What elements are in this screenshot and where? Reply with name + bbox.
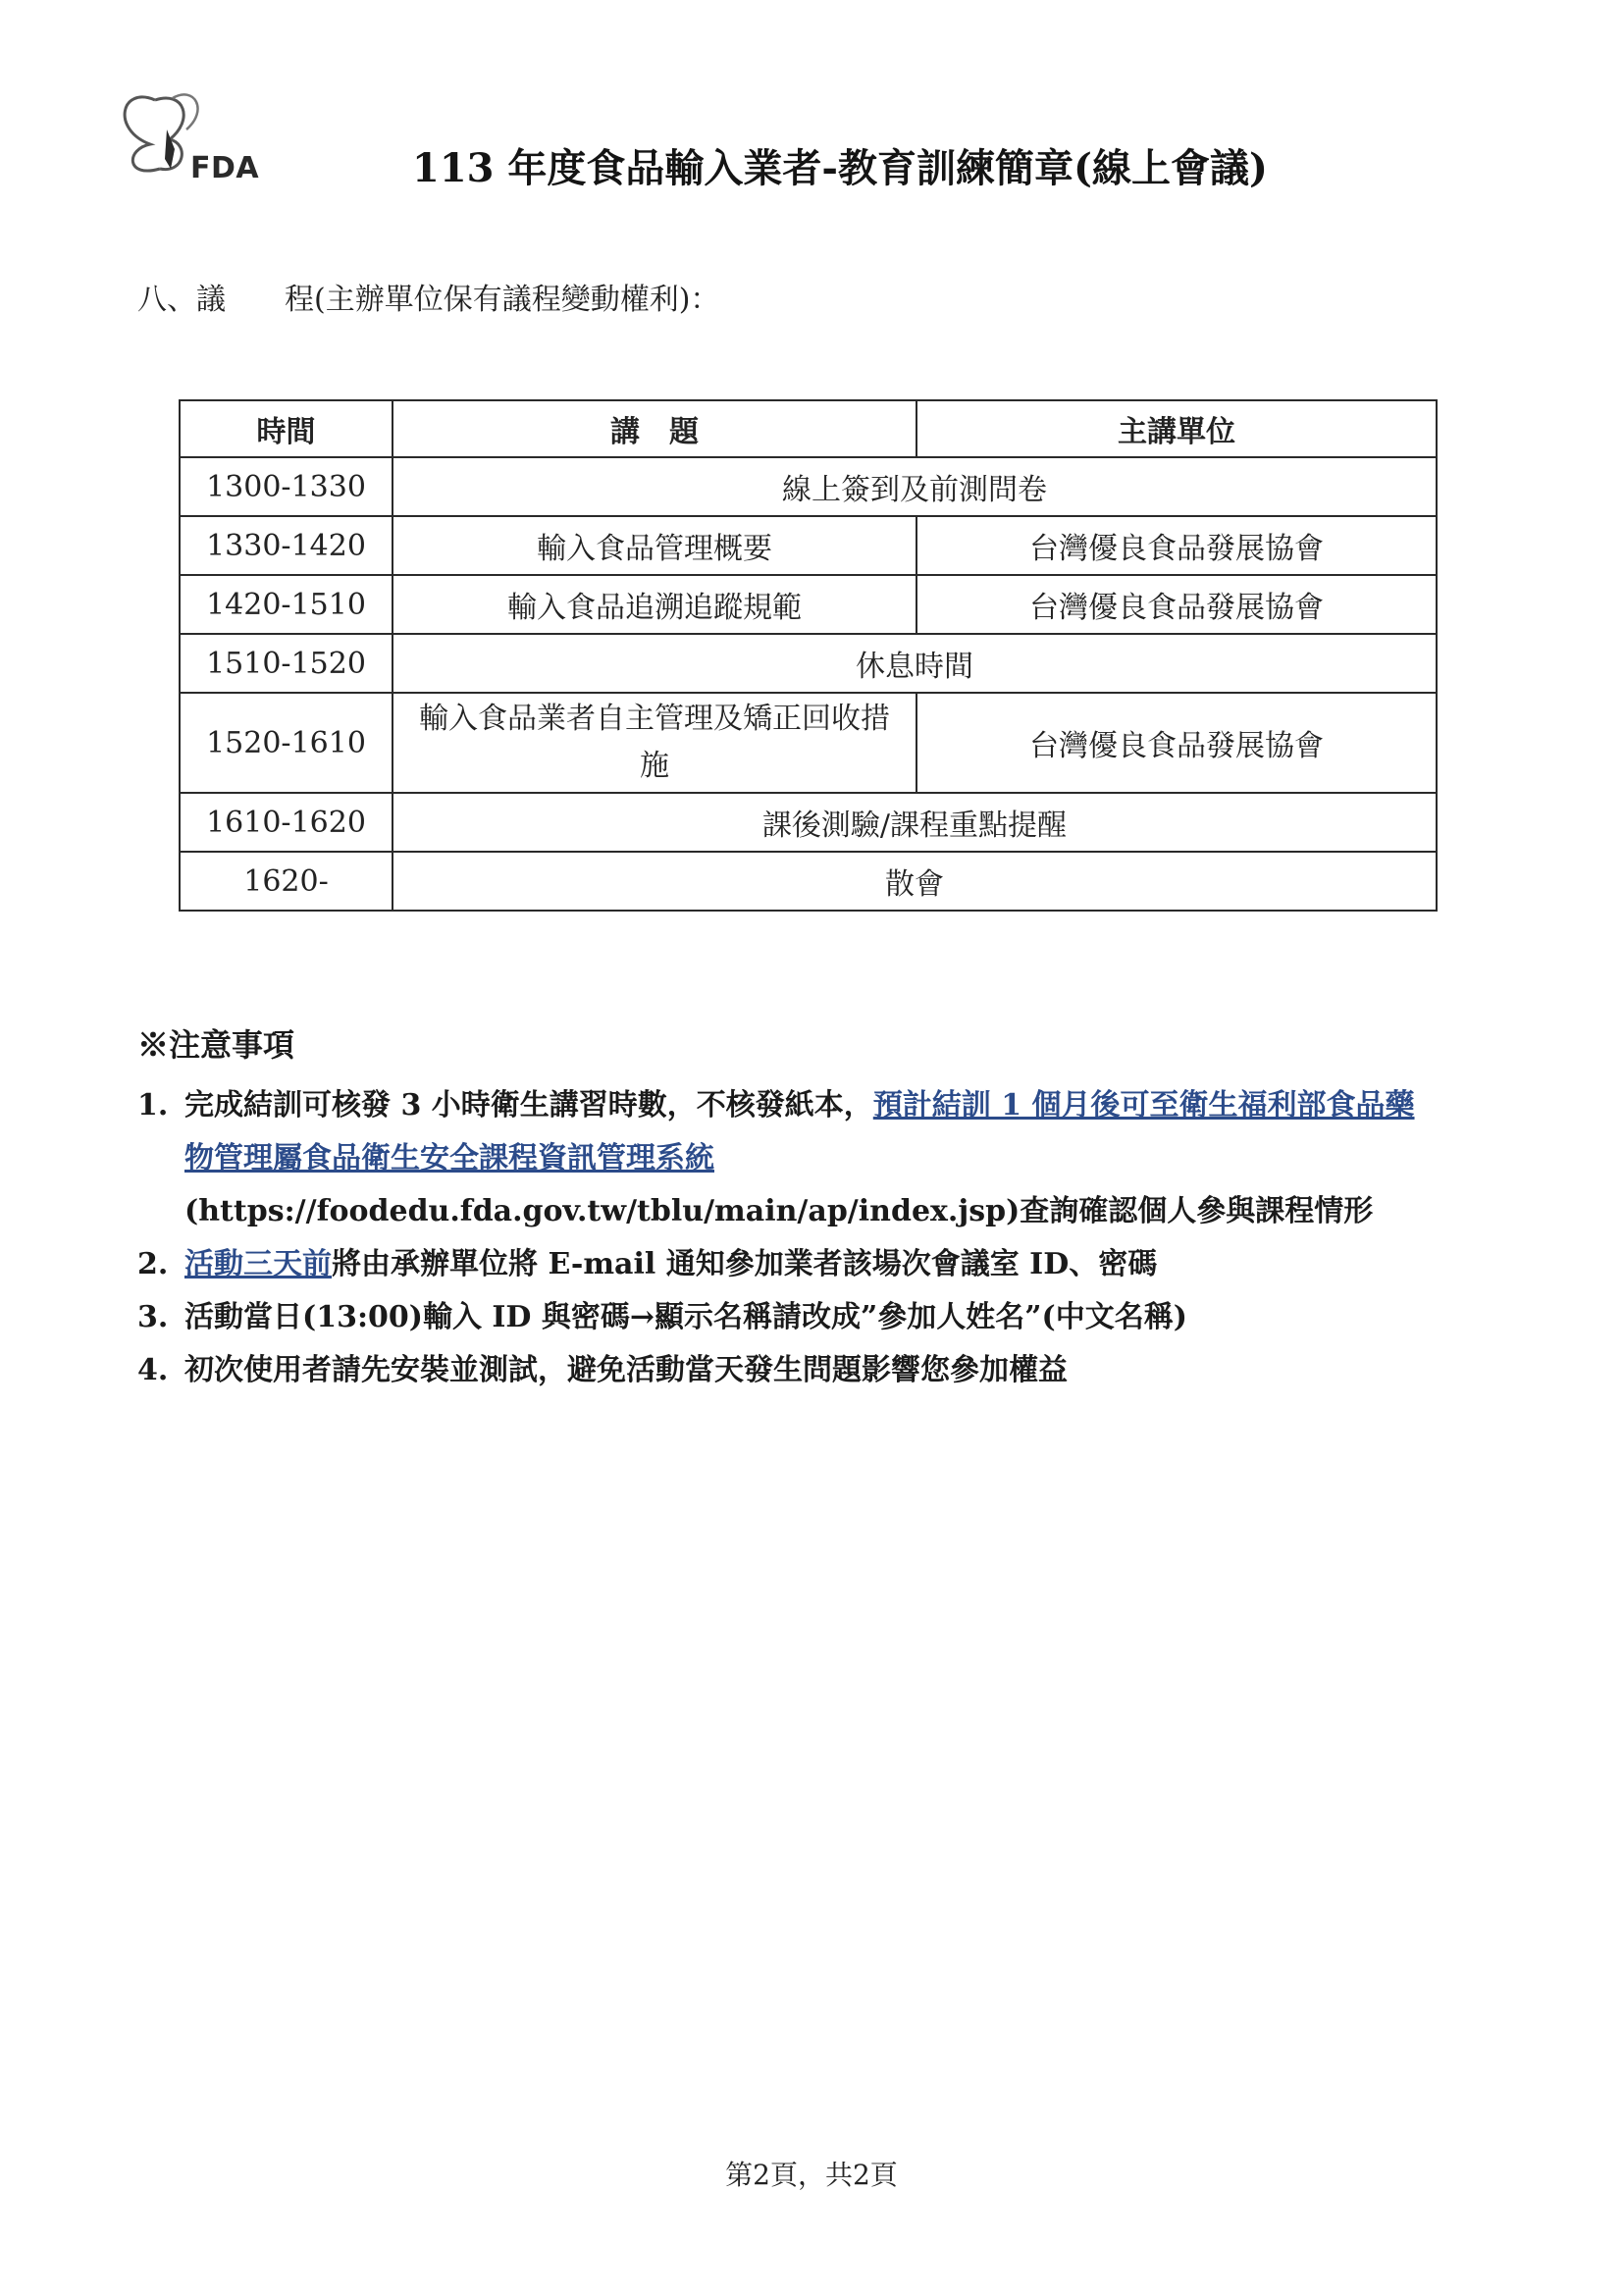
note-item bbox=[137, 1344, 1442, 1397]
agenda-table bbox=[179, 399, 1438, 912]
fda-logo bbox=[116, 90, 283, 188]
row-time: 1610-1620 bbox=[180, 793, 393, 852]
note-item bbox=[137, 1079, 1442, 1238]
table-header-row bbox=[180, 400, 1437, 457]
row-time: 1520-1610 bbox=[180, 693, 393, 793]
row-topic: 輸入食品管理概要 bbox=[393, 516, 916, 575]
note-number: 3. bbox=[137, 1300, 169, 1334]
header-time: 時間 bbox=[180, 400, 393, 457]
note-text: 活動當日(13:00)輸入 ID 與密碼→顯示名稱請改成”參加人姓名”(中文名稱) bbox=[184, 1300, 1187, 1334]
note-item bbox=[137, 1238, 1442, 1291]
page-title: 113 年度食品輸入業者-教育訓練簡章(線上會議) bbox=[412, 145, 1268, 191]
note-text: 完成結訓可核發 3 小時衛生講習時數，不核發紙本， bbox=[184, 1088, 873, 1122]
note-number: 1. bbox=[137, 1088, 169, 1122]
row-topic: 線上簽到及前測問卷 bbox=[393, 457, 1437, 516]
row-topic-cell bbox=[393, 693, 916, 793]
table-row bbox=[180, 852, 1437, 911]
section-label-b: 程(主辦單位保有議程變動權利)： bbox=[285, 283, 720, 317]
notes-heading: ※注意事項 bbox=[137, 1026, 295, 1064]
note-item bbox=[137, 1291, 1442, 1344]
note-highlight-link[interactable]: 預計結訓 1 個月後可至衛生福利部食品藥物管理屬食品衛生安全課程資訊管理系統 bbox=[184, 1088, 1415, 1175]
row-topic: 休息時間 bbox=[393, 634, 1437, 693]
row-time: 1510-1520 bbox=[180, 634, 393, 693]
table-row bbox=[180, 516, 1437, 575]
row-topic: 課後測驗/課程重點提醒 bbox=[393, 793, 1437, 852]
note-url-text: (https://foodedu.fda.gov.tw/tblu/main/ap/index.jsp)查詢確認個人參與課程情形 bbox=[184, 1194, 1374, 1228]
row-topic: 散會 bbox=[393, 852, 1437, 911]
page-footer: 第2頁，共2頁 bbox=[725, 2159, 898, 2191]
row-time: 1620- bbox=[180, 852, 393, 911]
note-text: 初次使用者請先安裝並測試，避免活動當天發生問題影響您參加權益 bbox=[184, 1353, 1068, 1387]
row-topic: 輸入食品業者自主管理及矯正回收措施 bbox=[419, 702, 890, 783]
table-row bbox=[180, 575, 1437, 634]
table-row bbox=[180, 793, 1437, 852]
section-heading bbox=[137, 275, 719, 318]
section-label-a: 八、議 bbox=[137, 283, 226, 317]
row-speaker: 台灣優良食品發展協會 bbox=[916, 516, 1437, 575]
header-topic: 講 題 bbox=[393, 400, 916, 457]
row-time: 1300-1330 bbox=[180, 457, 393, 516]
row-speaker: 台灣優良食品發展協會 bbox=[916, 575, 1437, 634]
table-row bbox=[180, 457, 1437, 516]
table-row bbox=[180, 693, 1437, 793]
note-number: 2. bbox=[137, 1247, 169, 1281]
row-time: 1330-1420 bbox=[180, 516, 393, 575]
row-speaker: 台灣優良食品發展協會 bbox=[916, 693, 1437, 793]
logo-text: FDA bbox=[190, 151, 260, 185]
notes-list bbox=[137, 1079, 1442, 1397]
table-row bbox=[180, 634, 1437, 693]
note-number: 4. bbox=[137, 1353, 169, 1387]
note-text: 將由承辦單位將 E-mail 通知參加業者該場次會議室 ID、密碼 bbox=[332, 1247, 1158, 1281]
row-topic: 輸入食品追溯追蹤規範 bbox=[393, 575, 916, 634]
note-highlight: 活動三天前 bbox=[184, 1247, 332, 1281]
row-time: 1420-1510 bbox=[180, 575, 393, 634]
header-speaker: 主講單位 bbox=[916, 400, 1437, 457]
